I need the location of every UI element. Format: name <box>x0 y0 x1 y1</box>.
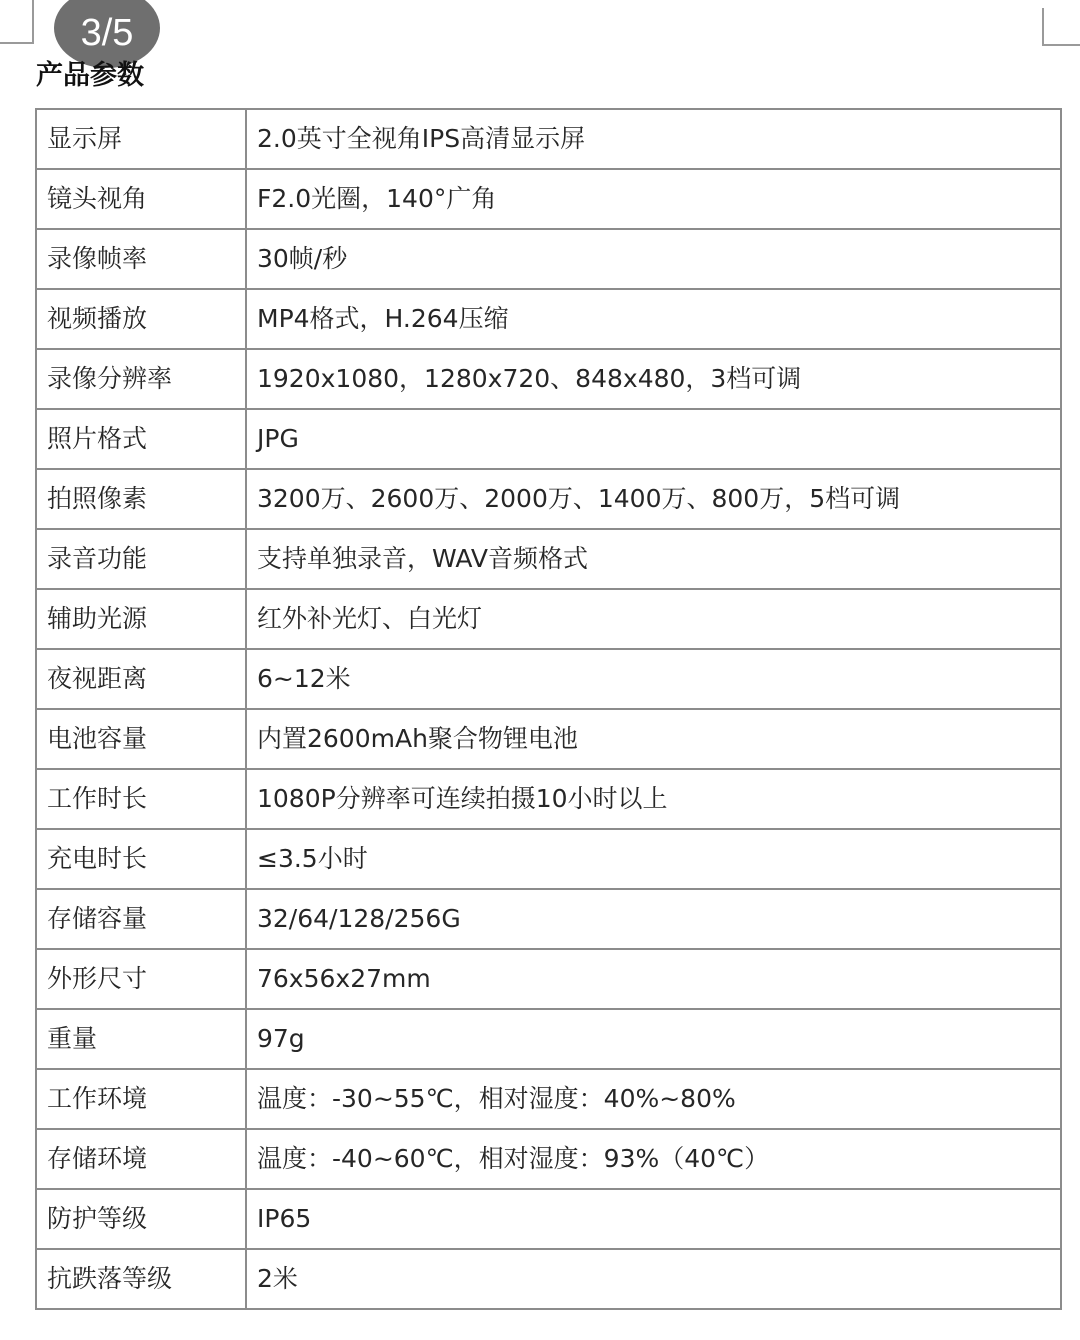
spec-label: 工作环境 <box>36 1069 246 1129</box>
spec-row <box>36 1009 1061 1069</box>
spec-row <box>36 1189 1061 1249</box>
spec-label: 存储环境 <box>36 1129 246 1189</box>
spec-row <box>36 229 1061 289</box>
section-title: 产品参数 <box>36 60 144 91</box>
spec-value: 30帧/秒 <box>246 229 1061 289</box>
spec-row <box>36 769 1061 829</box>
spec-label: 抗跌落等级 <box>36 1249 246 1309</box>
spec-row <box>36 1129 1061 1189</box>
spec-value: 32/64/128/256G <box>246 889 1061 949</box>
spec-row <box>36 469 1061 529</box>
spec-value: 温度：-30~55℃，相对湿度：40%~80% <box>246 1069 1061 1129</box>
spec-row <box>36 289 1061 349</box>
spec-value: 1920x1080，1280x720、848x480，3档可调 <box>246 349 1061 409</box>
spec-value: 3200万、2600万、2000万、1400万、800万，5档可调 <box>246 469 1061 529</box>
spec-label: 显示屏 <box>36 109 246 169</box>
spec-row <box>36 349 1061 409</box>
spec-value: 6~12米 <box>246 649 1061 709</box>
spec-row <box>36 109 1061 169</box>
spec-value: MP4格式，H.264压缩 <box>246 289 1061 349</box>
spec-label: 视频播放 <box>36 289 246 349</box>
spec-row <box>36 589 1061 649</box>
spec-label: 夜视距离 <box>36 649 246 709</box>
spec-value: JPG <box>246 409 1061 469</box>
spec-value: 温度：-40~60℃，相对湿度：93%（40℃） <box>246 1129 1061 1189</box>
spec-row <box>36 1249 1061 1309</box>
spec-value: 1080P分辨率可连续拍摄10小时以上 <box>246 769 1061 829</box>
spec-value: 2.0英寸全视角IPS高清显示屏 <box>246 109 1061 169</box>
spec-row <box>36 409 1061 469</box>
spec-row <box>36 829 1061 889</box>
spec-label: 外形尺寸 <box>36 949 246 1009</box>
spec-row <box>36 1069 1061 1129</box>
spec-label: 存储容量 <box>36 889 246 949</box>
spec-value: IP65 <box>246 1189 1061 1249</box>
crop-mark-top-right <box>1042 8 1080 46</box>
spec-table <box>35 108 1062 1310</box>
spec-row <box>36 889 1061 949</box>
spec-label: 重量 <box>36 1009 246 1069</box>
spec-label: 录像分辨率 <box>36 349 246 409</box>
spec-label: 充电时长 <box>36 829 246 889</box>
spec-row <box>36 709 1061 769</box>
page-indicator-badge: 3/5 <box>54 0 160 68</box>
spec-label: 录音功能 <box>36 529 246 589</box>
spec-label: 辅助光源 <box>36 589 246 649</box>
crop-mark-top-left <box>0 0 34 44</box>
spec-table-body <box>36 109 1061 1309</box>
spec-label: 防护等级 <box>36 1189 246 1249</box>
spec-value: ≤3.5小时 <box>246 829 1061 889</box>
spec-label: 录像帧率 <box>36 229 246 289</box>
spec-label: 拍照像素 <box>36 469 246 529</box>
spec-value: 2米 <box>246 1249 1061 1309</box>
spec-value: 内置2600mAh聚合物锂电池 <box>246 709 1061 769</box>
spec-value: 支持单独录音，WAV音频格式 <box>246 529 1061 589</box>
spec-label: 照片格式 <box>36 409 246 469</box>
spec-row <box>36 649 1061 709</box>
spec-value: 76x56x27mm <box>246 949 1061 1009</box>
spec-value: F2.0光圈，140°广角 <box>246 169 1061 229</box>
spec-row <box>36 529 1061 589</box>
spec-label: 电池容量 <box>36 709 246 769</box>
spec-row <box>36 949 1061 1009</box>
spec-label: 镜头视角 <box>36 169 246 229</box>
spec-row <box>36 169 1061 229</box>
spec-label: 工作时长 <box>36 769 246 829</box>
spec-value: 红外补光灯、白光灯 <box>246 589 1061 649</box>
spec-value: 97g <box>246 1009 1061 1069</box>
